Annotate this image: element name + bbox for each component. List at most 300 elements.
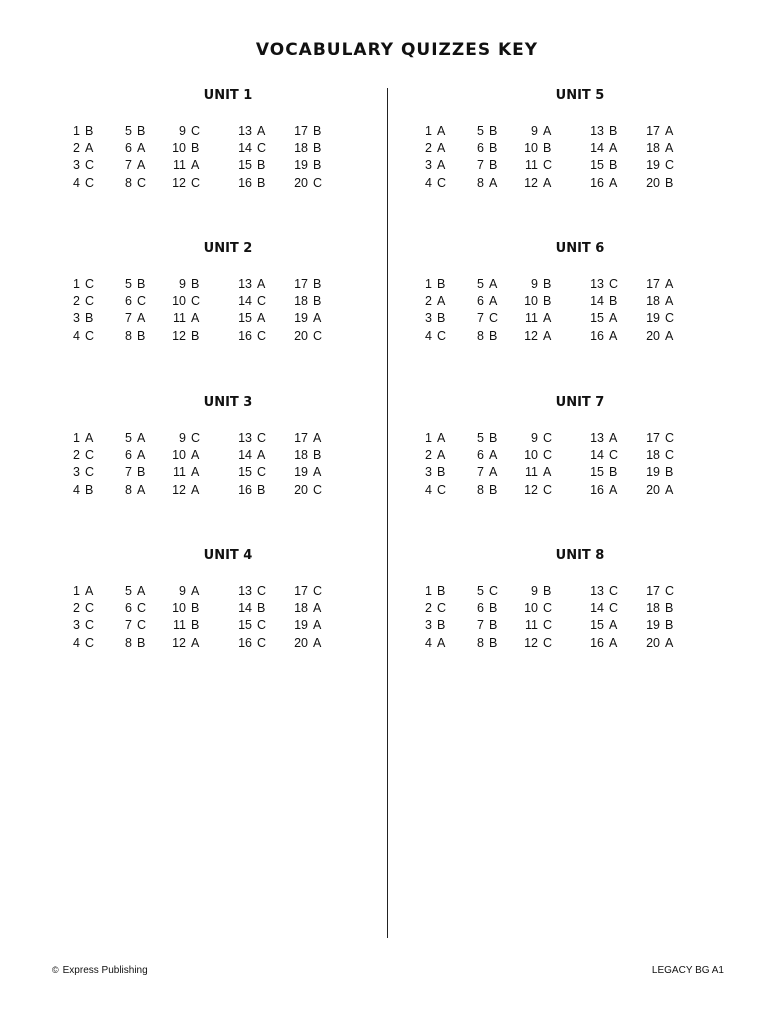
question-number: 11 [173, 311, 186, 326]
question-number: 7 [125, 618, 132, 633]
answer-item [518, 276, 551, 293]
question-number: 10 [172, 448, 186, 463]
question-number: 5 [125, 431, 132, 445]
answer-letter: B [665, 601, 674, 616]
answer-letter: A [85, 431, 94, 445]
answer-item [232, 276, 265, 293]
answer-letter: B [257, 482, 266, 497]
question-number: 5 [125, 124, 132, 138]
answer-letter: A [609, 328, 618, 343]
question-number: 11 [525, 158, 538, 173]
answer-letter: B [191, 601, 200, 616]
unit-title: UNIT 7 [555, 395, 605, 410]
answer-item [112, 430, 145, 447]
answer-letter: B [489, 601, 498, 616]
question-number: 18 [294, 448, 308, 463]
answer-item [288, 328, 322, 345]
question-number: 12 [524, 482, 538, 497]
question-number: 3 [73, 158, 80, 173]
answer-letter: A [437, 448, 446, 463]
question-number: 17 [294, 277, 308, 291]
answer-item [584, 175, 617, 192]
answer-letter: C [85, 158, 95, 173]
answer-item [584, 157, 617, 174]
question-number: 16 [238, 635, 252, 650]
question-number: 12 [172, 635, 186, 650]
answer-letter: C [543, 618, 553, 633]
answer-item [232, 157, 265, 174]
answer-item [60, 635, 94, 652]
question-number: 7 [125, 158, 132, 173]
answer-item [584, 328, 617, 345]
answer-item [232, 123, 265, 140]
question-number: 17 [294, 584, 308, 598]
question-number: 13 [238, 277, 252, 291]
question-number: 15 [590, 465, 604, 480]
answer-letter: B [313, 294, 322, 309]
answer-item [640, 617, 673, 634]
question-number: 10 [524, 294, 538, 309]
answer-letter: A [257, 124, 266, 138]
question-number: 20 [294, 635, 308, 650]
answer-item [412, 430, 445, 447]
answer-item [464, 464, 497, 481]
question-number: 11 [173, 158, 186, 173]
answer-item [412, 123, 445, 140]
answer-letter: A [609, 635, 618, 650]
answer-letter: A [313, 431, 322, 445]
answer-item [412, 328, 446, 345]
answer-grid [48, 123, 408, 193]
answer-item [166, 175, 200, 192]
question-number: 18 [646, 294, 660, 309]
question-number: 18 [646, 601, 660, 616]
answer-item [288, 635, 321, 652]
answer-item [584, 600, 618, 617]
answer-item [464, 635, 497, 652]
answer-letter: A [85, 584, 94, 598]
answer-item [232, 310, 265, 327]
question-number: 16 [238, 175, 252, 190]
answer-letter: B [137, 328, 146, 343]
answer-letter: A [191, 584, 200, 598]
answer-letter: C [137, 601, 147, 616]
answer-item [112, 635, 145, 652]
question-number: 13 [590, 277, 604, 291]
answer-item [112, 293, 146, 310]
answer-letter: A [85, 141, 94, 156]
answer-item [166, 276, 199, 293]
answer-letter: C [489, 584, 499, 598]
answer-letter: B [489, 635, 498, 650]
question-number: 15 [590, 618, 604, 633]
answer-letter: B [137, 635, 146, 650]
answer-item [412, 447, 445, 464]
question-number: 12 [172, 328, 186, 343]
question-number: 17 [646, 124, 660, 138]
answer-item [640, 482, 673, 499]
question-number: 15 [238, 618, 252, 633]
answer-letter: C [543, 158, 553, 173]
answer-letter: C [85, 294, 95, 309]
answer-item [412, 600, 446, 617]
answer-item [518, 140, 551, 157]
answer-item [112, 464, 145, 481]
answer-letter: A [191, 635, 200, 650]
question-number: 7 [125, 311, 132, 326]
question-number: 18 [294, 141, 308, 156]
answer-letter: B [665, 175, 674, 190]
answer-item [464, 140, 497, 157]
answer-item [584, 123, 617, 140]
question-number: 8 [125, 482, 132, 497]
question-number: 5 [477, 124, 484, 138]
answer-letter: A [313, 618, 322, 633]
answer-item [232, 583, 266, 600]
question-number: 11 [525, 311, 538, 326]
answer-item [518, 635, 552, 652]
answer-letter: B [609, 465, 618, 480]
answer-letter: A [313, 311, 322, 326]
answer-item [288, 175, 322, 192]
unit-title: UNIT 6 [555, 241, 605, 256]
question-number: 7 [477, 311, 484, 326]
question-number: 10 [524, 141, 538, 156]
question-number: 1 [425, 277, 432, 291]
question-number: 17 [646, 277, 660, 291]
answer-letter: C [609, 277, 619, 291]
question-number: 17 [646, 584, 660, 598]
question-number: 19 [646, 311, 660, 326]
answer-item [232, 293, 266, 310]
question-number: 1 [73, 584, 80, 598]
answer-letter: B [85, 482, 94, 497]
answer-item [232, 617, 266, 634]
answer-letter: C [609, 601, 619, 616]
answer-item [518, 583, 551, 600]
question-number: 9 [179, 431, 186, 445]
answer-letter: C [257, 431, 267, 445]
answer-letter: C [543, 482, 553, 497]
answer-item [584, 482, 617, 499]
answer-letter: B [609, 294, 618, 309]
answer-letter: B [85, 311, 94, 326]
answer-letter: A [257, 311, 266, 326]
question-number: 15 [238, 465, 252, 480]
unit-title: UNIT 3 [203, 395, 253, 410]
question-number: 10 [524, 448, 538, 463]
answer-letter: A [665, 635, 674, 650]
question-number: 14 [238, 601, 252, 616]
answer-item [412, 157, 445, 174]
question-number: 20 [646, 175, 660, 190]
answer-item [518, 328, 551, 345]
answer-item [166, 464, 199, 481]
answer-item [464, 430, 497, 447]
answer-item [112, 175, 146, 192]
question-number: 7 [477, 158, 484, 173]
answer-letter: B [437, 465, 446, 480]
question-number: 5 [477, 277, 484, 291]
answer-item [232, 447, 265, 464]
answer-item [232, 635, 266, 652]
answer-letter: C [191, 175, 201, 190]
answer-item [640, 447, 674, 464]
answer-letter: C [85, 465, 95, 480]
answer-item [112, 482, 145, 499]
answer-letter: C [191, 431, 201, 445]
question-number: 9 [179, 584, 186, 598]
question-number: 4 [425, 635, 432, 650]
answer-item [584, 276, 618, 293]
answer-item [232, 600, 265, 617]
answer-letter: B [489, 482, 498, 497]
answer-grid [48, 430, 408, 500]
answer-letter: B [543, 294, 552, 309]
question-number: 2 [425, 141, 432, 156]
question-number: 9 [531, 277, 538, 291]
answer-item [464, 123, 497, 140]
answer-item [518, 600, 552, 617]
answer-letter: C [609, 448, 619, 463]
question-number: 15 [238, 311, 252, 326]
question-number: 3 [425, 618, 432, 633]
question-number: 8 [477, 482, 484, 497]
answer-item [640, 430, 674, 447]
question-number: 12 [524, 635, 538, 650]
answer-letter: A [543, 124, 552, 138]
answer-item [112, 310, 145, 327]
answer-item [464, 310, 498, 327]
answer-item [584, 140, 617, 157]
answer-item [640, 464, 673, 481]
question-number: 18 [646, 448, 660, 463]
answer-item [640, 583, 674, 600]
answer-letter: C [543, 635, 553, 650]
question-number: 13 [238, 431, 252, 445]
answer-letter: B [191, 618, 200, 633]
answer-item [412, 175, 446, 192]
question-number: 11 [173, 465, 186, 480]
answer-letter: C [437, 601, 447, 616]
question-number: 10 [172, 294, 186, 309]
answer-item [112, 276, 145, 293]
question-number: 3 [73, 311, 80, 326]
question-number: 1 [425, 431, 432, 445]
answer-item [518, 123, 551, 140]
question-number: 4 [425, 328, 432, 343]
question-number: 12 [172, 482, 186, 497]
answer-letter: A [191, 311, 200, 326]
answer-item [584, 447, 618, 464]
question-number: 20 [646, 328, 660, 343]
answer-item [518, 293, 551, 310]
question-number: 16 [238, 328, 252, 343]
answer-letter: C [313, 584, 323, 598]
question-number: 5 [477, 584, 484, 598]
answer-letter: B [665, 465, 674, 480]
answer-letter: A [665, 328, 674, 343]
question-number: 17 [646, 431, 660, 445]
answer-letter: A [609, 311, 618, 326]
question-number: 10 [172, 141, 186, 156]
answer-item [412, 293, 445, 310]
answer-letter: A [543, 328, 552, 343]
answer-item [166, 617, 199, 634]
answer-letter: A [137, 584, 146, 598]
question-number: 8 [477, 635, 484, 650]
answer-letter: A [437, 294, 446, 309]
question-number: 12 [524, 175, 538, 190]
question-number: 15 [238, 158, 252, 173]
answer-item [584, 310, 617, 327]
answer-item [640, 276, 673, 293]
question-number: 16 [590, 635, 604, 650]
answer-item [166, 482, 199, 499]
answer-letter: A [437, 635, 446, 650]
answer-item [412, 276, 445, 293]
answer-letter: B [257, 601, 266, 616]
question-number: 14 [590, 448, 604, 463]
answer-item [584, 583, 618, 600]
answer-item [518, 310, 551, 327]
question-number: 2 [425, 448, 432, 463]
question-number: 9 [179, 277, 186, 291]
answer-letter: A [665, 141, 674, 156]
answer-letter: B [85, 124, 94, 138]
answer-letter: C [313, 175, 323, 190]
answer-item [464, 293, 497, 310]
answer-letter: C [665, 158, 675, 173]
answer-letter: A [609, 141, 618, 156]
answer-letter: A [137, 141, 146, 156]
answer-letter: C [85, 448, 95, 463]
answer-letter: C [85, 277, 95, 291]
answer-letter: B [137, 277, 146, 291]
answer-letter: B [437, 618, 446, 633]
question-number: 20 [646, 635, 660, 650]
answer-item [584, 293, 617, 310]
answer-letter: A [191, 465, 200, 480]
unit-title: UNIT 2 [203, 241, 253, 256]
answer-item [166, 328, 199, 345]
answer-letter: A [313, 601, 322, 616]
answer-item [112, 328, 145, 345]
question-number: 11 [173, 618, 186, 633]
answer-letter: C [85, 635, 95, 650]
answer-letter: A [543, 465, 552, 480]
answer-item [412, 617, 445, 634]
question-number: 19 [646, 618, 660, 633]
question-number: 8 [125, 328, 132, 343]
answer-letter: C [543, 448, 553, 463]
answer-item [112, 447, 145, 464]
answer-item [60, 482, 93, 499]
question-number: 17 [294, 431, 308, 445]
answer-item [166, 310, 199, 327]
answer-letter: A [313, 465, 322, 480]
question-number: 14 [590, 141, 604, 156]
answer-item [288, 310, 321, 327]
answer-letter: C [609, 584, 619, 598]
answer-letter: A [437, 124, 446, 138]
question-number: 2 [73, 294, 80, 309]
question-number: 6 [125, 294, 132, 309]
answer-letter: A [437, 158, 446, 173]
question-number: 7 [125, 465, 132, 480]
answer-letter: B [489, 124, 498, 138]
answer-item [166, 430, 200, 447]
answer-item [288, 157, 321, 174]
question-number: 19 [646, 158, 660, 173]
answer-item [640, 293, 673, 310]
answer-letter: A [609, 618, 618, 633]
answer-letter: B [191, 141, 200, 156]
answer-item [288, 293, 321, 310]
answer-letter: C [437, 482, 447, 497]
answer-item [232, 464, 266, 481]
question-number: 18 [294, 294, 308, 309]
question-number: 7 [477, 465, 484, 480]
question-number: 11 [525, 465, 538, 480]
question-number: 20 [294, 175, 308, 190]
answer-item [232, 482, 265, 499]
column-divider [387, 88, 388, 938]
question-number: 11 [525, 618, 538, 633]
question-number: 13 [590, 584, 604, 598]
answer-letter: B [191, 277, 200, 291]
answer-item [518, 157, 552, 174]
question-number: 4 [73, 635, 80, 650]
answer-item [518, 617, 552, 634]
answer-item [412, 310, 445, 327]
answer-item [464, 600, 497, 617]
answer-item [112, 583, 145, 600]
answer-letter: B [313, 448, 322, 463]
question-number: 19 [294, 465, 308, 480]
question-number: 3 [425, 158, 432, 173]
question-number: 9 [179, 124, 186, 138]
unit-title: UNIT 5 [555, 88, 605, 103]
answer-letter: A [137, 311, 146, 326]
answer-letter: C [313, 482, 323, 497]
page-title: VOCABULARY QUIZZES KEY [255, 40, 539, 60]
answer-letter: B [489, 141, 498, 156]
question-number: 20 [294, 482, 308, 497]
answer-item [60, 175, 94, 192]
answer-letter: A [489, 448, 498, 463]
answer-item [112, 123, 145, 140]
answer-item [464, 276, 497, 293]
answer-letter: C [257, 635, 267, 650]
question-number: 7 [477, 618, 484, 633]
unit-title: UNIT 8 [555, 548, 605, 563]
answer-item [640, 600, 673, 617]
answer-letter: B [489, 158, 498, 173]
answer-item [288, 430, 321, 447]
answer-item [518, 430, 552, 447]
answer-item [166, 293, 200, 310]
answer-letter: B [609, 124, 618, 138]
answer-letter: B [489, 328, 498, 343]
answer-item [60, 600, 94, 617]
answer-item [232, 175, 265, 192]
publisher-name: Express Publishing [62, 965, 148, 976]
answer-item [112, 140, 145, 157]
answer-item [518, 482, 552, 499]
answer-letter: B [489, 618, 498, 633]
answer-item [166, 447, 199, 464]
